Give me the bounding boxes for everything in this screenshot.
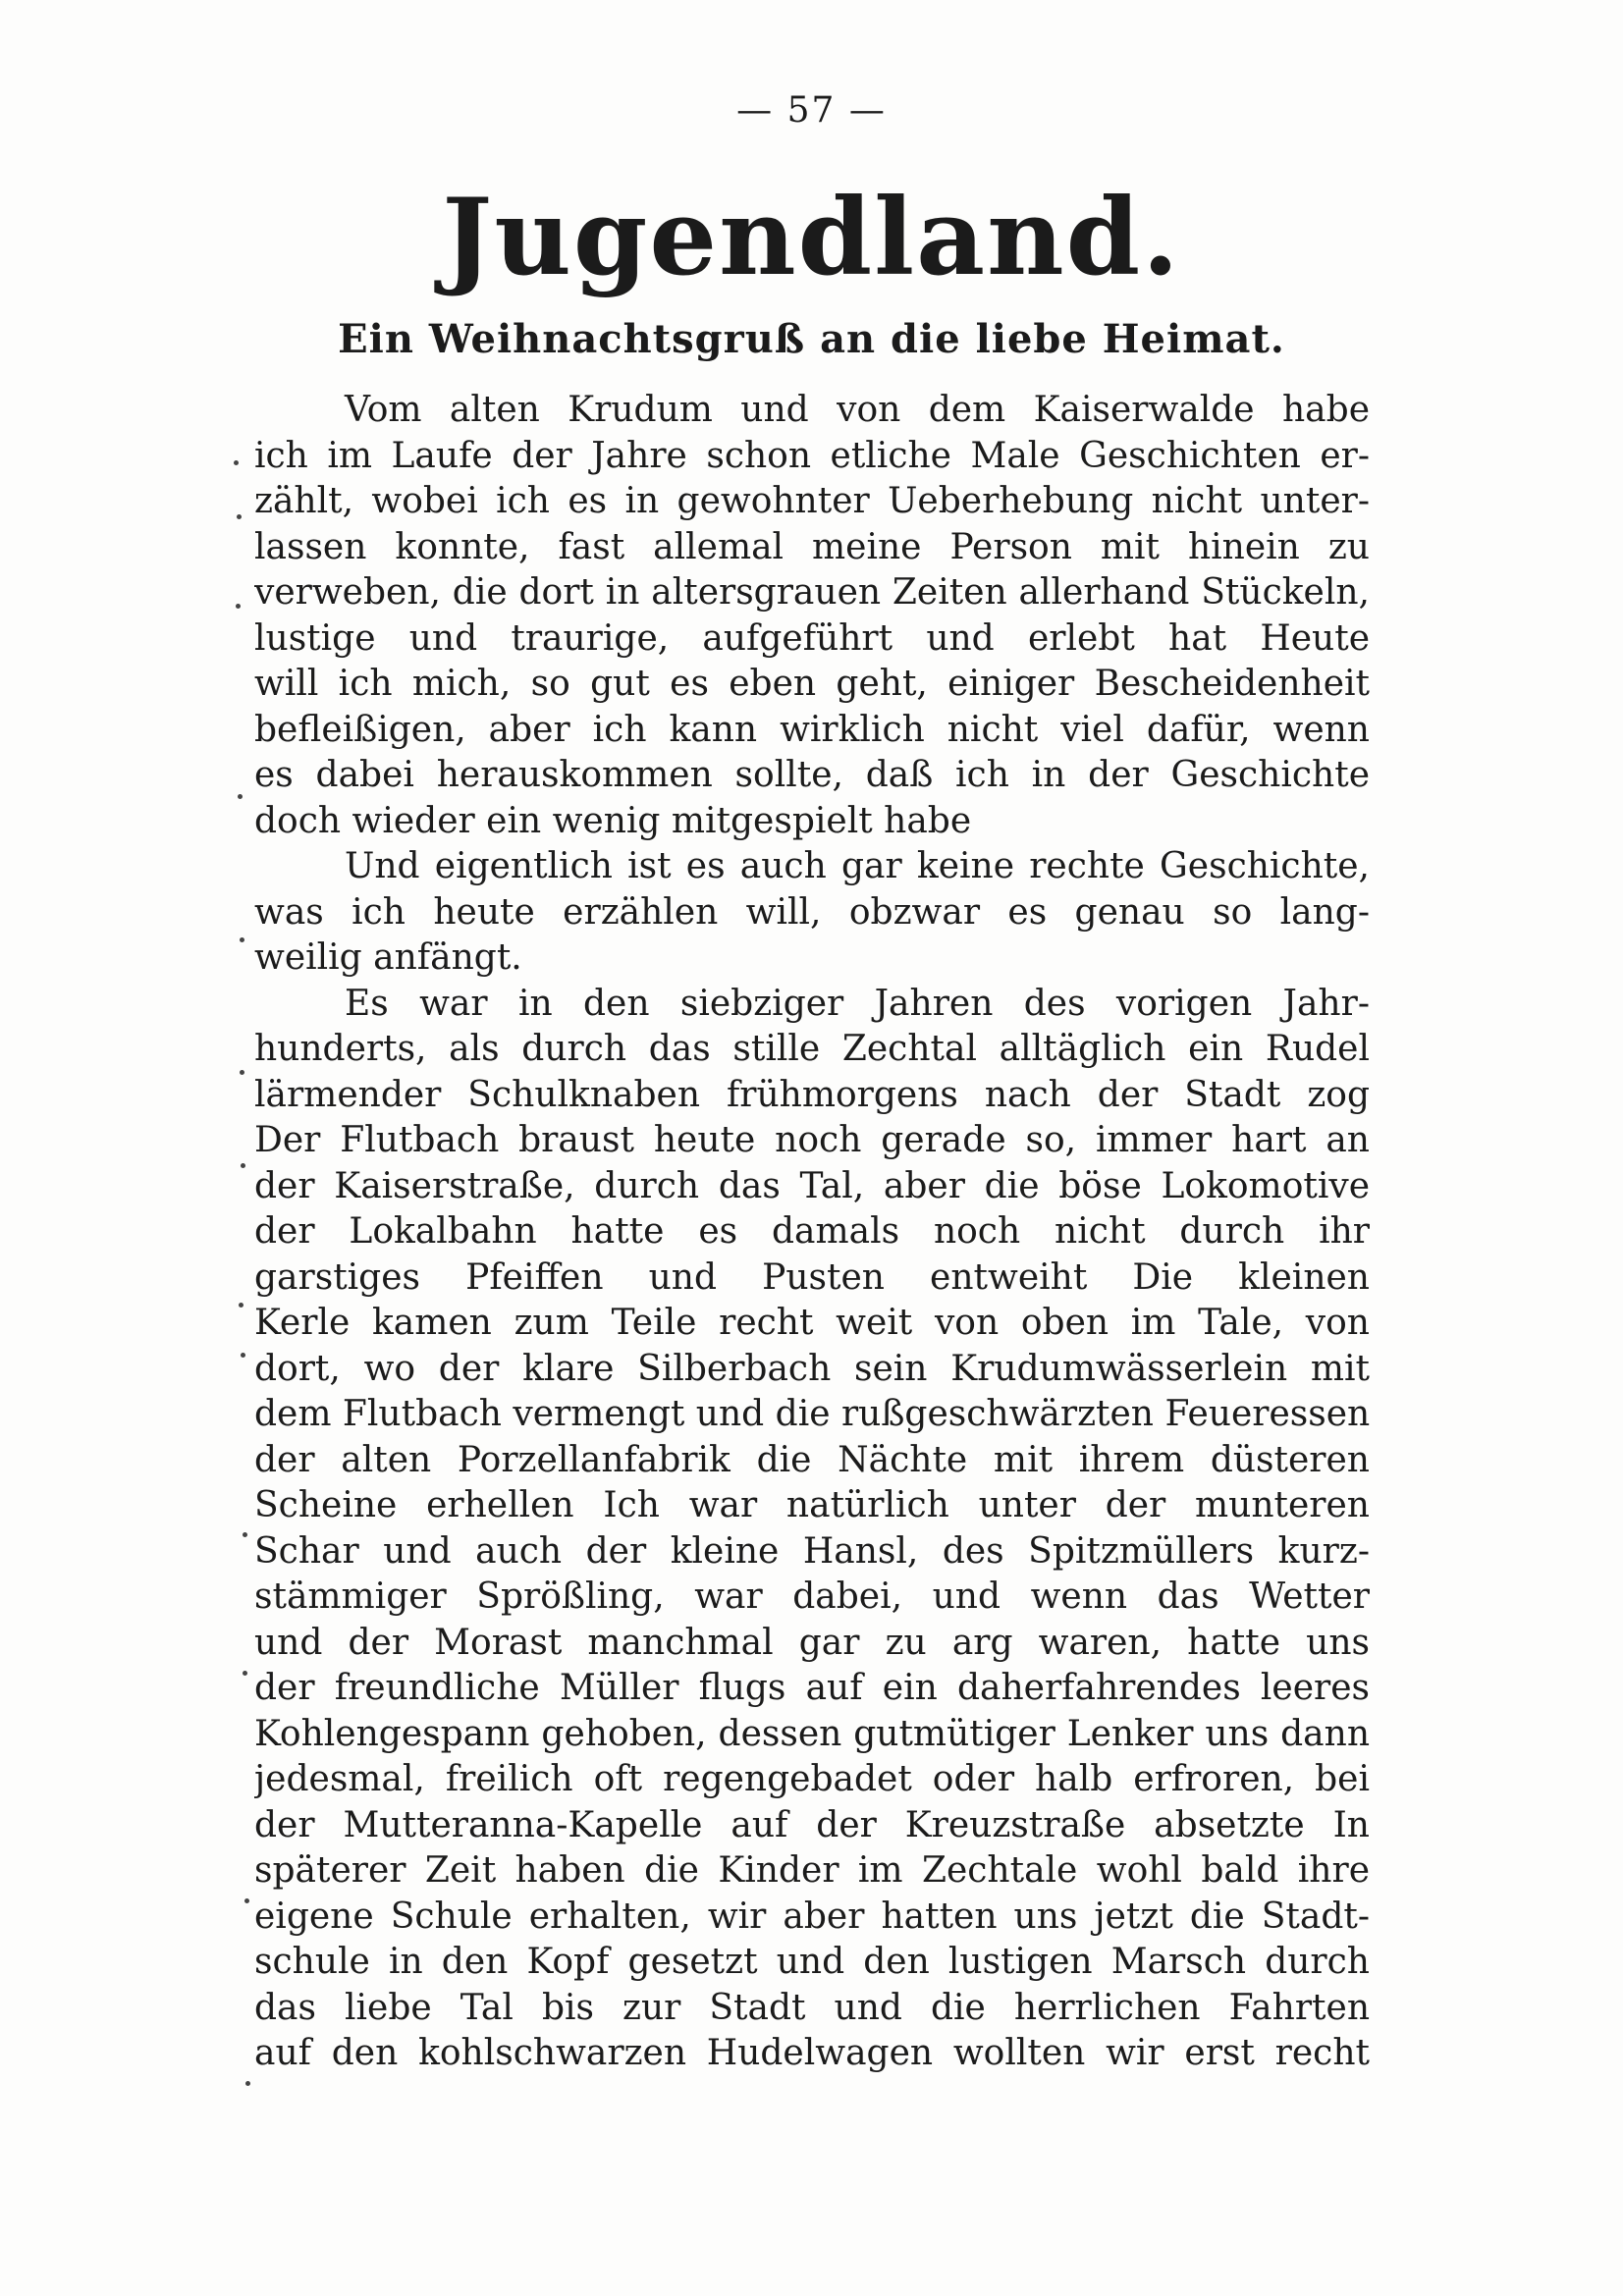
text-line: dort, wo der klare Silberbach sein Krudumwässerlein mit [254,1348,1370,1389]
text-line: garstiges Pfeiffen und Pusten entweiht Die kleinen [254,1256,1370,1298]
scan-speck [238,794,243,799]
text-line: es dabei herauskommen sollte, daß ich in der Geschichte [254,755,1370,795]
text-line: der Lokalbahn hatte es damals noch nicht durch ihr [254,1211,1370,1252]
scan-speck [239,1303,243,1308]
text-line: zählt, wobei ich es in gewohnter Ueberhebung nicht unter- [254,481,1370,521]
scan-speck [243,1671,247,1676]
paragraph [254,388,1370,844]
text-line: lassen konnte, fast allemal meine Person mit hinein zu [254,526,1370,567]
text-line: lustige und traurige, aufgeführt und erlebt hat Heute [254,617,1370,659]
chapter-title: Jugendland. [442,176,1181,299]
scan-speck [240,1070,244,1075]
text-line: und der Morast manchmal gar zu arg waren, hatte uns [254,1622,1370,1663]
text-line: befleißigen, aber ich kann wirklich nicht viel dafür, wenn [254,709,1370,750]
text-line: Es war in den siebziger Jahren des vorigen Jahr- [345,983,1370,1024]
scan-speck [245,2081,250,2086]
text-line: eigene Schule erhalten, wir aber hatten uns jetzt die Stadt- [254,1896,1370,1937]
scan-speck [241,1163,245,1168]
text-line: Kerle kamen zum Teile recht weit von oben im Tale, von [254,1303,1370,1343]
scan-speck [244,1898,249,1903]
scan-speck [243,1532,247,1537]
text-line: hunderts, als durch das stille Zechtal alltäglich ein Rudel [254,1029,1370,1069]
paragraph [254,844,1370,982]
text-line: Vom alten Krudum und von dem Kaiserwalde habe [345,390,1370,430]
text-line: dem Flutbach vermengt und die rußgeschwärzten Feueressen [254,1394,1370,1434]
text-line: verweben, die dort in altersgrauen Zeiten allerhand Stückeln, [254,572,1370,613]
text-line: der Mutteranna-Kapelle auf der Kreuzstraße absetzte In [254,1804,1370,1845]
text-line: Scheine erhellen Ich war natürlich unter der munteren [254,1485,1370,1525]
scan-speck [234,460,239,465]
text-line: der alten Porzellanfabrik die Nächte mit ihrem düsteren [254,1439,1370,1480]
text-line: stämmiger Sprößling, war dabei, und wenn das Wetter [254,1576,1370,1617]
page-number: — 57 — [736,90,887,131]
text-line: doch wieder ein wenig mitgespielt habe [254,800,972,841]
text-line: das liebe Tal bis zur Stadt und die herrlichen Fahrten [254,1987,1370,2028]
text-line: ich im Laufe der Jahre schon etliche Male Geschichten er- [254,435,1370,476]
scan-speck [240,937,244,942]
paragraph [254,982,1370,2077]
scan-speck [236,604,241,609]
chapter-subtitle: Ein Weihnachtsgruß an die liebe Heimat. [338,316,1285,362]
scan-speck [237,514,242,519]
text-line: der Kaiserstraße, durch das Tal, aber die böse Lokomotive [254,1165,1370,1206]
text-line: späterer Zeit haben die Kinder im Zechtale wohl bald ihre [254,1850,1370,1891]
text-line: der freundliche Müller flugs auf ein daherfahrendes leeres [254,1668,1370,1708]
text-line: Der Flutbach braust heute noch gerade so, immer hart an [254,1120,1370,1160]
text-line: jedesmal, freilich oft regengebadet oder halb erfroren, bei [254,1759,1370,1799]
scan-speck [241,1353,245,1358]
text-line: Schar und auch der kleine Hansl, des Spitzmüllers kurz- [254,1530,1370,1572]
text-line: auf den kohlschwarzen Hudelwagen wollten wir erst recht [254,2033,1370,2073]
body-text [254,388,1370,2077]
text-line: Kohlengespann gehoben, dessen gutmütiger Lenker uns dann [254,1713,1370,1754]
text-line: was ich heute erzählen will, obzwar es genau so lang- [254,891,1370,933]
text-line: lärmender Schulknaben frühmorgens nach der Stadt zog [254,1074,1370,1115]
text-line: weilig anfängt. [254,937,522,978]
text-line: will ich mich, so gut es eben geht, einiger Bescheidenheit [254,664,1370,704]
text-line: schule in den Kopf gesetzt und den lustigen Marsch durch [254,1942,1370,1982]
text-line: Und eigentlich ist es auch gar keine rechte Geschichte, [345,846,1370,886]
